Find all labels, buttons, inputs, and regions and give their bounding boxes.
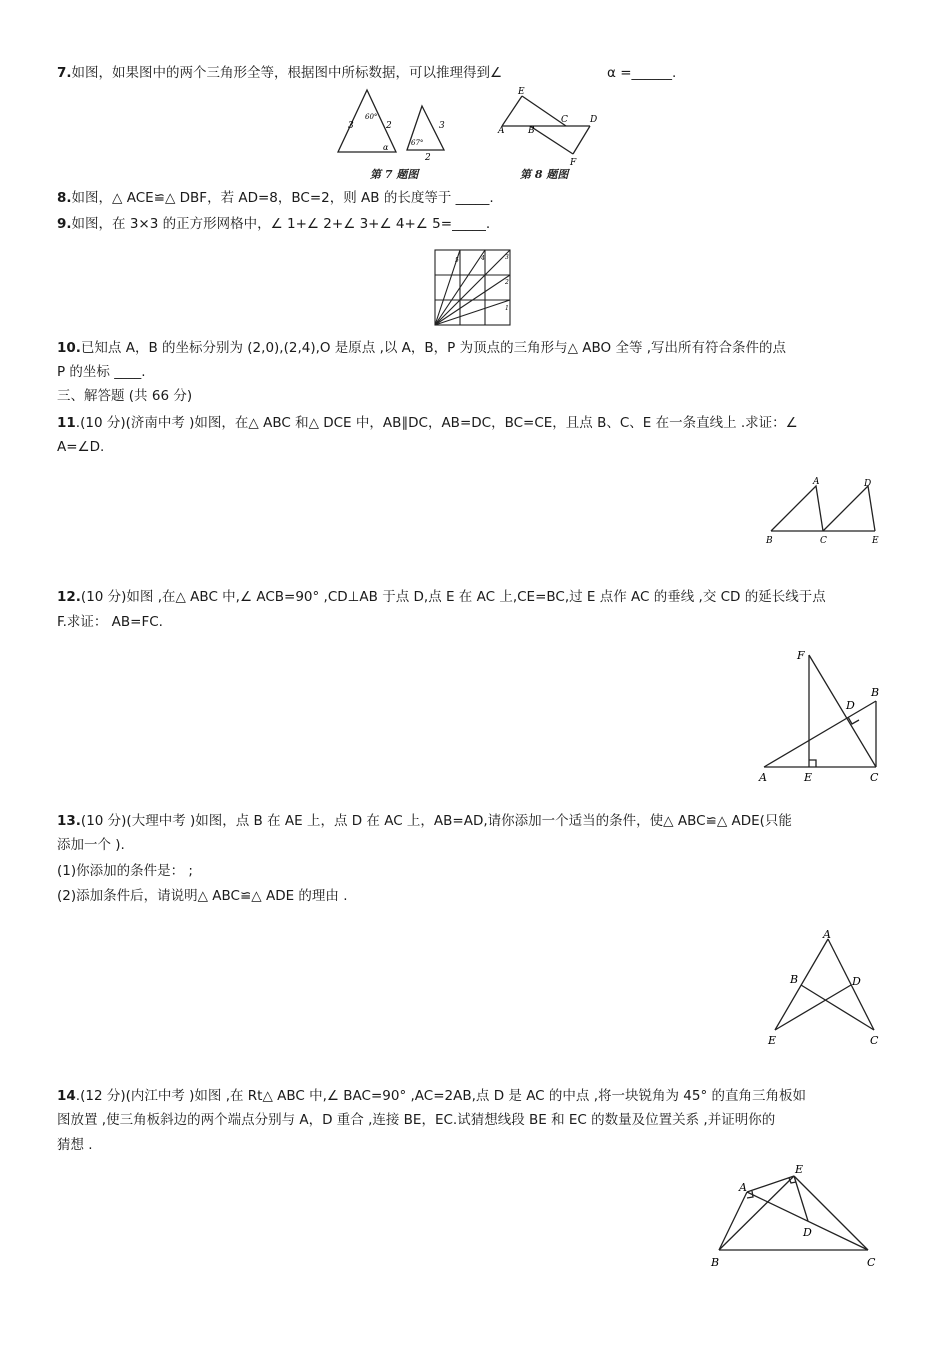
fig11-label-D: D — [864, 479, 872, 489]
fig14-label-A: A — [739, 1181, 747, 1194]
question-8: 8.如图，△ ACE≌△ DBF，若 AD=8，BC=2，则 AB 的长度等于 _____. — [57, 190, 494, 206]
fig9-label-5: 5 — [455, 257, 459, 264]
fig12-label-A: A — [759, 771, 767, 784]
fig7-angle-60: 60° — [365, 113, 378, 121]
fig12-label-C: C — [870, 771, 879, 784]
fig7-angle-67: 67° — [411, 139, 424, 147]
fig11-label-B: B — [766, 536, 773, 546]
fig8-label-F: F — [570, 158, 577, 168]
figure-8-caption: 第 8 题图 — [520, 168, 569, 181]
question-13-line2: 添加一个 ). — [57, 837, 125, 853]
figure-11 — [760, 476, 890, 555]
fig8-label-B: B — [528, 126, 535, 136]
fig9-label-4: 4 — [481, 255, 485, 262]
figure-9-grid — [433, 248, 513, 332]
fig11-label-C: C — [820, 536, 827, 546]
figure-8 — [502, 96, 590, 154]
fig7-side-left: 3 — [348, 121, 354, 131]
question-7 — [57, 64, 502, 82]
fig8-label-C: C — [561, 115, 568, 125]
figure-12 — [755, 643, 890, 792]
fig13-label-D: D — [852, 975, 861, 988]
figure-13 — [762, 924, 892, 1053]
fig13-label-E: E — [768, 1034, 777, 1047]
figure-7-caption: 第 7 题图 — [370, 168, 419, 181]
fig14-label-C: C — [867, 1256, 876, 1269]
fig14-label-B: B — [711, 1256, 720, 1269]
question-13: 13.(10 分)(大理中考 )如图，点 B 在 AE 上，点 D 在 AC 上，AB=AD,请你添加一个适当的条件，使△ ABC≌△ ADE(只能 — [57, 813, 792, 829]
fig12-label-F: F — [797, 649, 805, 662]
fig12-label-D: D — [846, 699, 855, 712]
fig14-label-E: E — [795, 1163, 804, 1176]
fig7-side2-bottom: 2 — [425, 153, 431, 163]
question-12: 12.(10 分)如图 ,在△ ABC 中,∠ ACB=90° ,CD⊥AB 于点 D,点 E 在 AC 上,CE=BC,过 E 点作 AC 的垂线 ,交 CD 的延长线于点 — [57, 589, 826, 605]
fig7-side2-right: 3 — [439, 121, 445, 131]
question-text: 如图，如果图中的两个三角形全等，根据图中所标数据，可以推理得到∠ — [71, 65, 503, 81]
question-10-line2: P 的坐标 ____. — [57, 364, 146, 380]
question-7-answer: α =______. — [607, 65, 677, 81]
fig14-label-D: D — [803, 1226, 812, 1239]
figure-7-8 — [330, 86, 610, 190]
question-11-line2: A=∠D. — [57, 439, 105, 455]
fig8-label-D: D — [590, 115, 598, 125]
question-14-line2: 图放置 ,使三角板斜边的两个端点分别与 A，D 重合 ,连接 BE，EC.试猜想线段 BE 和 EC 的数量及位置关系 ,并证明你的 — [57, 1112, 776, 1128]
figure-14 — [705, 1158, 890, 1282]
question-14-line3: 猜想 . — [57, 1137, 93, 1153]
fig11-label-E: E — [872, 536, 879, 546]
fig8-label-A: A — [498, 126, 505, 136]
fig13-label-A: A — [823, 928, 831, 941]
fig13-label-B: B — [790, 973, 799, 986]
question-9: 9.如图，在 3×3 的正方形网格中，∠ 1+∠ 2+∠ 3+∠ 4+∠ 5=_____. — [57, 216, 491, 232]
fig8-label-E: E — [518, 87, 525, 97]
fig11-label-A: A — [813, 477, 820, 487]
section-title: 三、解答题 (共 66 分) — [57, 388, 193, 404]
fig9-label-1: 1 — [505, 305, 509, 312]
fig13-label-C: C — [870, 1034, 879, 1047]
fig12-label-E: E — [804, 771, 813, 784]
question-13-sub1: (1)你添加的条件是： ; — [57, 863, 193, 879]
fig7-alpha: α — [383, 143, 389, 152]
question-13-sub2: (2)添加条件后，请说明△ ABC≌△ ADE 的理由 . — [57, 888, 348, 904]
fig12-label-B: B — [871, 686, 880, 699]
question-number: 7. — [57, 65, 72, 81]
fig9-label-3: 3 — [505, 254, 509, 261]
question-10: 10.已知点 A，B 的坐标分别为 (2,0),(2,4),O 是原点 ,以 A，B，P 为顶点的三角形与△ ABO 全等 ,写出所有符合条件的点 — [57, 340, 787, 356]
fig7-side-right: 2 — [386, 121, 392, 131]
question-12-line2: F.求证： AB=FC. — [57, 614, 163, 630]
fig9-label-2: 2 — [505, 279, 509, 286]
question-14: 14.(12 分)(内江中考 )如图 ,在 Rt△ ABC 中,∠ BAC=90° ,AC=2AB,点 D 是 AC 的中点 ,将一块锐角为 45° 的直角三角板如 — [57, 1088, 806, 1104]
question-11: 11.(10 分)(济南中考 )如图，在△ ABC 和△ DCE 中，AB∥DC，AB=DC，BC=CE，且点 B、C、E 在一条直线上 .求证：∠ — [57, 415, 798, 431]
